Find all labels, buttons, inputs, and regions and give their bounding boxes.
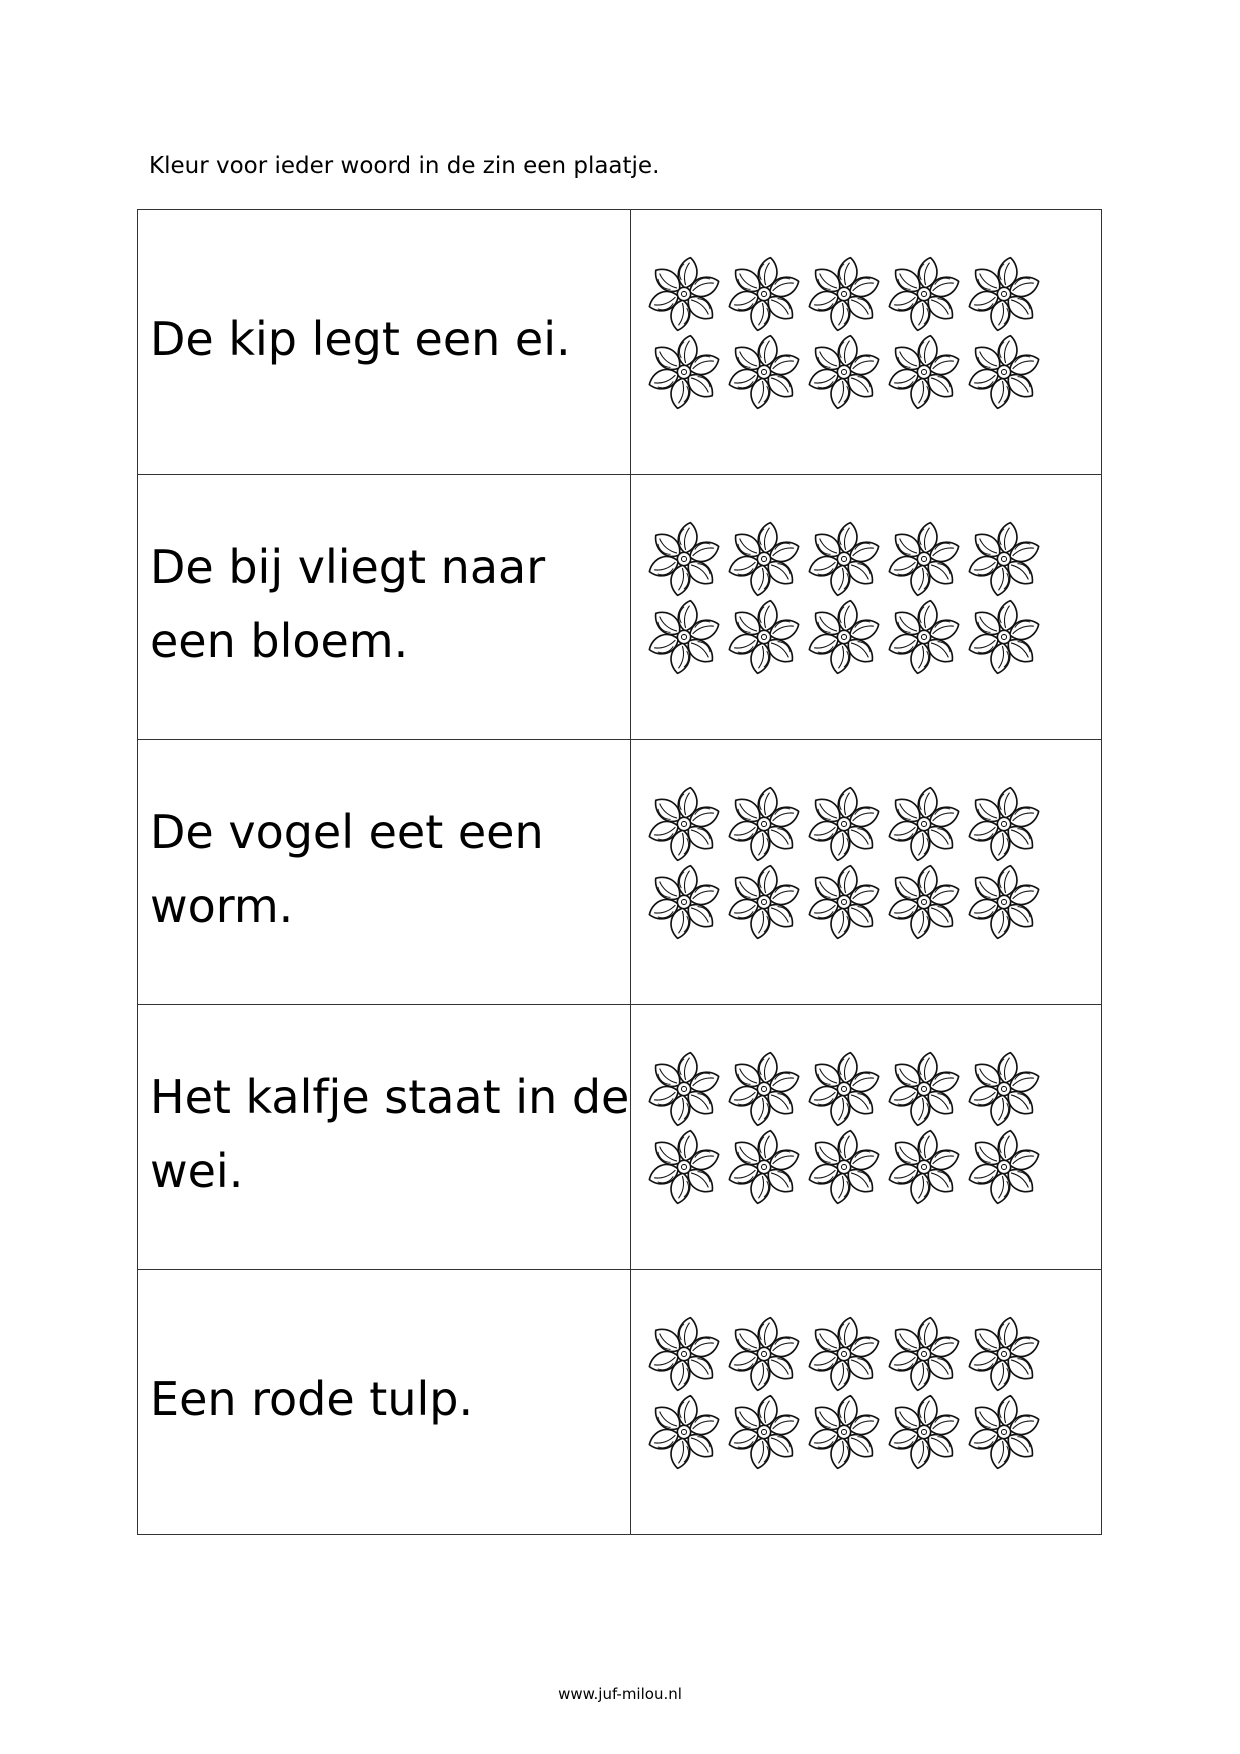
flower-outline-icon (963, 861, 1045, 943)
flower-icon[interactable] (804, 598, 884, 676)
flower-icon[interactable] (964, 1050, 1044, 1128)
flower-icon[interactable] (884, 333, 964, 411)
flowers-cell (631, 1005, 1102, 1270)
flower-icon[interactable] (884, 785, 964, 863)
flower-outline-icon (723, 596, 805, 678)
instruction-text: Kleur voor ieder woord in de zin een plaatje. (149, 153, 660, 179)
flower-icon[interactable] (804, 255, 884, 333)
flower-outline-icon (883, 1313, 965, 1395)
flower-icon[interactable] (964, 1315, 1044, 1393)
worksheet-row (138, 210, 1102, 475)
flower-icon[interactable] (644, 1393, 724, 1471)
flower-icon[interactable] (724, 785, 804, 863)
flower-icon[interactable] (964, 598, 1044, 676)
flower-icon[interactable] (724, 1050, 804, 1128)
flower-outline-icon (723, 1313, 805, 1395)
flower-icon[interactable] (644, 520, 724, 598)
flower-outline-icon (643, 596, 725, 678)
flower-icon[interactable] (884, 255, 964, 333)
flower-outline-icon (723, 1126, 805, 1208)
flower-outline-icon (643, 518, 725, 600)
sentence-cell (138, 210, 631, 475)
flower-icon[interactable] (964, 1393, 1044, 1471)
flower-outline-icon (643, 331, 725, 413)
flower-outline-icon (803, 1126, 885, 1208)
flower-icon[interactable] (804, 1050, 884, 1128)
flower-icon[interactable] (884, 1128, 964, 1206)
flower-icon[interactable] (724, 520, 804, 598)
flower-outline-icon (643, 1048, 725, 1130)
flower-outline-icon (963, 1048, 1045, 1130)
worksheet-row (138, 475, 1102, 740)
flower-icon[interactable] (964, 863, 1044, 941)
flower-icon[interactable] (804, 785, 884, 863)
flower-outline-icon (963, 783, 1045, 865)
flower-outline-icon (723, 518, 805, 600)
sentence-text: De kip legt een ei. (150, 312, 571, 366)
flower-icon[interactable] (804, 1393, 884, 1471)
flower-outline-icon (723, 1048, 805, 1130)
flower-outline-icon (723, 253, 805, 335)
flower-outline-icon (723, 783, 805, 865)
flower-outline-icon (723, 861, 805, 943)
sentence-cell (138, 1005, 631, 1270)
flower-outline-icon (883, 861, 965, 943)
flower-icon[interactable] (644, 255, 724, 333)
flower-grid (631, 255, 1101, 411)
flower-icon[interactable] (804, 863, 884, 941)
flower-outline-icon (723, 331, 805, 413)
flower-icon[interactable] (724, 255, 804, 333)
flower-grid (631, 785, 1101, 941)
flower-outline-icon (643, 1126, 725, 1208)
worksheet-row (138, 1270, 1102, 1535)
flowers-cell (631, 1270, 1102, 1535)
flower-outline-icon (643, 1313, 725, 1395)
flowers-cell (631, 210, 1102, 475)
sentence-text: Het kalfje staat in de wei. (150, 1070, 630, 1198)
flower-outline-icon (643, 1391, 725, 1473)
sentence-cell (138, 740, 631, 1005)
flower-icon[interactable] (804, 333, 884, 411)
flower-icon[interactable] (804, 1128, 884, 1206)
flower-outline-icon (963, 1391, 1045, 1473)
flower-grid (631, 520, 1101, 676)
flower-icon[interactable] (884, 1050, 964, 1128)
sentence-text: Een rode tulp. (150, 1372, 474, 1426)
worksheet-row (138, 740, 1102, 1005)
flower-icon[interactable] (964, 785, 1044, 863)
flower-icon[interactable] (964, 333, 1044, 411)
flower-outline-icon (803, 518, 885, 600)
flower-icon[interactable] (644, 785, 724, 863)
flower-icon[interactable] (644, 598, 724, 676)
flower-icon[interactable] (644, 1315, 724, 1393)
flower-outline-icon (803, 253, 885, 335)
flower-outline-icon (883, 253, 965, 335)
flower-outline-icon (883, 518, 965, 600)
flower-outline-icon (883, 1126, 965, 1208)
flower-icon[interactable] (724, 333, 804, 411)
flower-outline-icon (643, 253, 725, 335)
flower-icon[interactable] (884, 1393, 964, 1471)
flower-icon[interactable] (724, 598, 804, 676)
flower-icon[interactable] (964, 520, 1044, 598)
flower-icon[interactable] (724, 1128, 804, 1206)
flower-icon[interactable] (724, 1393, 804, 1471)
flower-outline-icon (963, 596, 1045, 678)
flower-outline-icon (803, 783, 885, 865)
flower-outline-icon (803, 596, 885, 678)
flower-outline-icon (963, 253, 1045, 335)
flowers-cell (631, 475, 1102, 740)
sentence-text: De bij vliegt naar een bloem. (150, 540, 546, 668)
flower-outline-icon (883, 596, 965, 678)
flower-outline-icon (963, 518, 1045, 600)
worksheet-table (137, 209, 1102, 1535)
worksheet-row (138, 1005, 1102, 1270)
flower-outline-icon (803, 331, 885, 413)
sentence-text: De vogel eet een worm. (150, 805, 544, 933)
flower-outline-icon (883, 1391, 965, 1473)
flower-icon[interactable] (884, 863, 964, 941)
flower-outline-icon (803, 1048, 885, 1130)
flower-icon[interactable] (884, 520, 964, 598)
flower-outline-icon (803, 861, 885, 943)
flower-icon[interactable] (804, 520, 884, 598)
flower-outline-icon (723, 1391, 805, 1473)
flower-icon[interactable] (804, 1315, 884, 1393)
flower-outline-icon (803, 1391, 885, 1473)
flower-grid (631, 1050, 1101, 1206)
flower-icon[interactable] (644, 333, 724, 411)
flower-outline-icon (883, 783, 965, 865)
flower-icon[interactable] (884, 1315, 964, 1393)
flower-grid (631, 1315, 1101, 1471)
flower-outline-icon (883, 331, 965, 413)
flower-outline-icon (803, 1313, 885, 1395)
flower-icon[interactable] (884, 598, 964, 676)
flower-icon[interactable] (644, 1050, 724, 1128)
flower-icon[interactable] (644, 1128, 724, 1206)
sentence-cell (138, 1270, 631, 1535)
flower-outline-icon (883, 1048, 965, 1130)
footer-url: www.juf-milou.nl (558, 1685, 682, 1703)
sentence-cell (138, 475, 631, 740)
flowers-cell (631, 740, 1102, 1005)
flower-icon[interactable] (644, 863, 724, 941)
flower-icon[interactable] (724, 863, 804, 941)
flower-outline-icon (643, 861, 725, 943)
flower-icon[interactable] (724, 1315, 804, 1393)
flower-outline-icon (963, 1313, 1045, 1395)
flower-outline-icon (643, 783, 725, 865)
flower-icon[interactable] (964, 255, 1044, 333)
flower-icon[interactable] (964, 1128, 1044, 1206)
flower-outline-icon (963, 331, 1045, 413)
flower-outline-icon (963, 1126, 1045, 1208)
